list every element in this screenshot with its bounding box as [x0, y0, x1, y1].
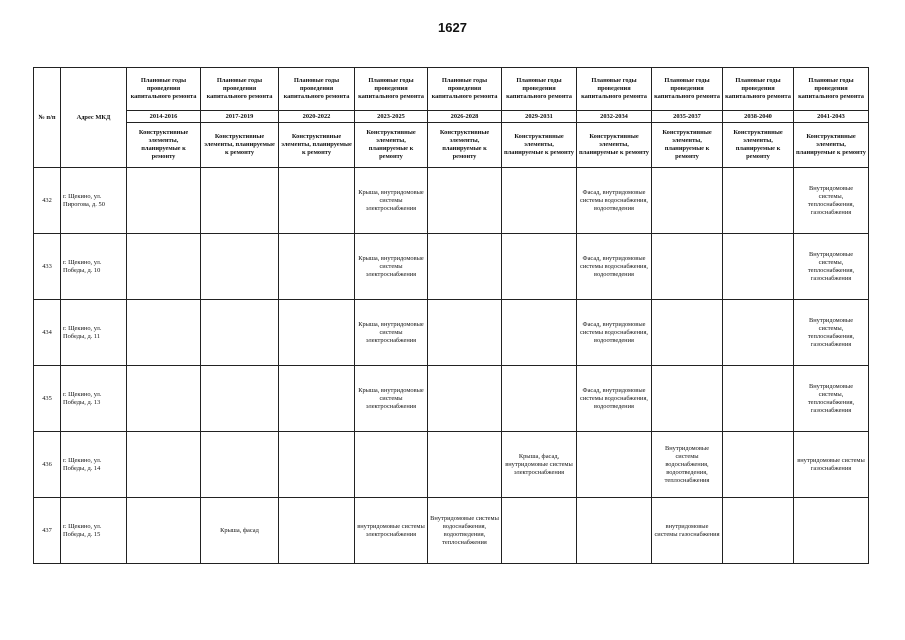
column-header-number: № п/п — [34, 68, 61, 168]
row-address: г. Щекино, ул. Победы, д. 10 — [61, 234, 127, 300]
header-row-elements — [34, 123, 869, 168]
row-number: 433 — [34, 234, 61, 300]
column-header-address: Адрес МКД — [61, 68, 127, 168]
period-years: 2035-2037 — [652, 111, 723, 123]
page-number: 1627 — [438, 20, 467, 35]
planned-work-cell — [577, 432, 652, 498]
period-years: 2020-2022 — [279, 111, 355, 123]
period-years: 2038-2040 — [723, 111, 794, 123]
row-address: г. Щекино, ул. Пирогова, д. 50 — [61, 168, 127, 234]
table-header — [34, 68, 869, 168]
period-heading: Плановые годы проведения капитального ремонта — [652, 68, 723, 111]
planned-work-cell — [502, 234, 577, 300]
planned-work-cell: Крыша, внутридомовые системы электроснабжения — [355, 168, 428, 234]
period-heading: Плановые годы проведения капитального ремонта — [502, 68, 577, 111]
period-years: 2014-2016 — [127, 111, 201, 123]
planned-work-cell — [428, 300, 502, 366]
table-row — [34, 300, 869, 366]
planned-work-cell — [127, 234, 201, 300]
planned-work-cell: Крыша, фасад, внутридомовые системы электроснабжения — [502, 432, 577, 498]
period-heading: Плановые годы проведения капитального ремонта — [355, 68, 428, 111]
period-elements-label: Конструктивные элементы, планируемые к ремонту — [577, 123, 652, 168]
planned-work-cell — [502, 300, 577, 366]
planned-work-cell: Внутридомовые системы водоснабжения, водоотведения, теплоснабжения — [652, 432, 723, 498]
period-years: 2023-2025 — [355, 111, 428, 123]
planned-work-cell — [428, 168, 502, 234]
planned-work-cell: внутридомовые системы электроснабжения — [355, 498, 428, 564]
planned-work-cell — [652, 234, 723, 300]
planned-work-cell — [652, 300, 723, 366]
table-row — [34, 168, 869, 234]
period-elements-label: Конструктивные элементы, планируемые к ремонту — [723, 123, 794, 168]
row-number: 437 — [34, 498, 61, 564]
row-number: 435 — [34, 366, 61, 432]
planned-work-cell: Внутридомовые системы водоснабжения, водоотведения, теплоснабжения — [428, 498, 502, 564]
row-address: г. Щекино, ул. Победы, д. 14 — [61, 432, 127, 498]
planned-work-cell — [201, 300, 279, 366]
planned-work-cell: внутридомовые системы газоснабжения — [794, 432, 869, 498]
period-heading: Плановые годы проведения капитального ремонта — [428, 68, 502, 111]
planned-work-cell — [502, 498, 577, 564]
planned-work-cell: внутридомовые системы газоснабжения — [652, 498, 723, 564]
planned-work-cell — [127, 366, 201, 432]
table-row — [34, 498, 869, 564]
period-heading: Плановые годы проведения капитального ремонта — [723, 68, 794, 111]
table-row — [34, 234, 869, 300]
period-heading: Плановые годы проведения капитального ремонта — [794, 68, 869, 111]
planned-work-cell — [279, 432, 355, 498]
planned-work-cell — [201, 366, 279, 432]
planned-work-cell: Крыша, внутридомовые системы электроснабжения — [355, 366, 428, 432]
planned-work-cell: Крыша, внутридомовые системы электроснабжения — [355, 234, 428, 300]
header-row-headings — [34, 68, 869, 111]
period-elements-label: Конструктивные элементы, планируемые к ремонту — [428, 123, 502, 168]
row-address: г. Щекино, ул. Победы, д. 11 — [61, 300, 127, 366]
planned-work-cell — [723, 432, 794, 498]
planned-work-cell — [127, 432, 201, 498]
period-years: 2026-2028 — [428, 111, 502, 123]
planned-work-cell — [201, 432, 279, 498]
period-heading: Плановые годы проведения капитального ремонта — [279, 68, 355, 111]
period-elements-label: Конструктивные элементы, планируемые к ремонту — [502, 123, 577, 168]
planned-work-cell — [723, 300, 794, 366]
planned-work-cell — [428, 432, 502, 498]
planned-work-cell: Внутридомовые системы, теплоснабжения, газоснабжения — [794, 366, 869, 432]
period-elements-label: Конструктивные элементы, планируемые к ремонту — [794, 123, 869, 168]
planned-work-cell — [652, 366, 723, 432]
period-years: 2017-2019 — [201, 111, 279, 123]
period-heading: Плановые годы проведения капитального ремонта — [201, 68, 279, 111]
planned-work-cell: Фасад, внутридомовые системы водоснабжения, водоотведения — [577, 168, 652, 234]
row-number: 432 — [34, 168, 61, 234]
planned-work-cell — [502, 168, 577, 234]
planned-work-cell — [723, 168, 794, 234]
planned-work-cell: Крыша, внутридомовые системы электроснабжения — [355, 300, 428, 366]
row-number: 434 — [34, 300, 61, 366]
period-elements-label: Конструктивные элементы, планируемые к ремонту — [355, 123, 428, 168]
planned-work-cell: Фасад, внутридомовые системы водоснабжения, водоотведения — [577, 234, 652, 300]
planned-work-cell — [201, 168, 279, 234]
planned-work-cell — [723, 498, 794, 564]
planned-work-cell: Внутридомовые системы, теплоснабжения, газоснабжения — [794, 300, 869, 366]
planned-work-cell — [428, 234, 502, 300]
header-row-years — [34, 111, 869, 123]
planned-work-cell — [723, 234, 794, 300]
planned-work-cell — [279, 498, 355, 564]
repair-plan-table — [33, 67, 869, 564]
planned-work-cell — [127, 168, 201, 234]
period-elements-label: Конструктивные элементы, планируемые к ремонту — [279, 123, 355, 168]
planned-work-cell — [279, 300, 355, 366]
planned-work-cell: Крыша, фасад — [201, 498, 279, 564]
planned-work-cell — [355, 432, 428, 498]
planned-work-cell: Внутридомовые системы, теплоснабжения, газоснабжения — [794, 234, 869, 300]
row-address: г. Щекино, ул. Победы, д. 13 — [61, 366, 127, 432]
row-number: 436 — [34, 432, 61, 498]
table-row — [34, 366, 869, 432]
planned-work-cell: Внутридомовые системы, теплоснабжения, газоснабжения — [794, 168, 869, 234]
planned-work-cell — [652, 168, 723, 234]
period-heading: Плановые годы проведения капитального ремонта — [577, 68, 652, 111]
planned-work-cell — [428, 366, 502, 432]
planned-work-cell — [127, 498, 201, 564]
period-elements-label: Конструктивные элементы, планируемые к ремонту — [201, 123, 279, 168]
planned-work-cell — [502, 366, 577, 432]
period-years: 2029-2031 — [502, 111, 577, 123]
planned-work-cell — [723, 366, 794, 432]
period-years: 2041-2043 — [794, 111, 869, 123]
planned-work-cell — [201, 234, 279, 300]
planned-work-cell: Фасад, внутридомовые системы водоснабжения, водоотведения — [577, 366, 652, 432]
planned-work-cell — [279, 168, 355, 234]
planned-work-cell — [577, 498, 652, 564]
planned-work-cell — [279, 366, 355, 432]
row-address: г. Щекино, ул. Победы, д. 15 — [61, 498, 127, 564]
table-body — [34, 168, 869, 564]
period-heading: Плановые годы проведения капитального ремонта — [127, 68, 201, 111]
period-elements-label: Конструктивные элементы, планируемые к ремонту — [652, 123, 723, 168]
planned-work-cell — [127, 300, 201, 366]
planned-work-cell — [279, 234, 355, 300]
table-row — [34, 432, 869, 498]
period-elements-label: Конструктивные элементы, планируемые к ремонту — [127, 123, 201, 168]
planned-work-cell — [794, 498, 869, 564]
planned-work-cell: Фасад, внутридомовые системы водоснабжения, водоотведения — [577, 300, 652, 366]
period-years: 2032-2034 — [577, 111, 652, 123]
